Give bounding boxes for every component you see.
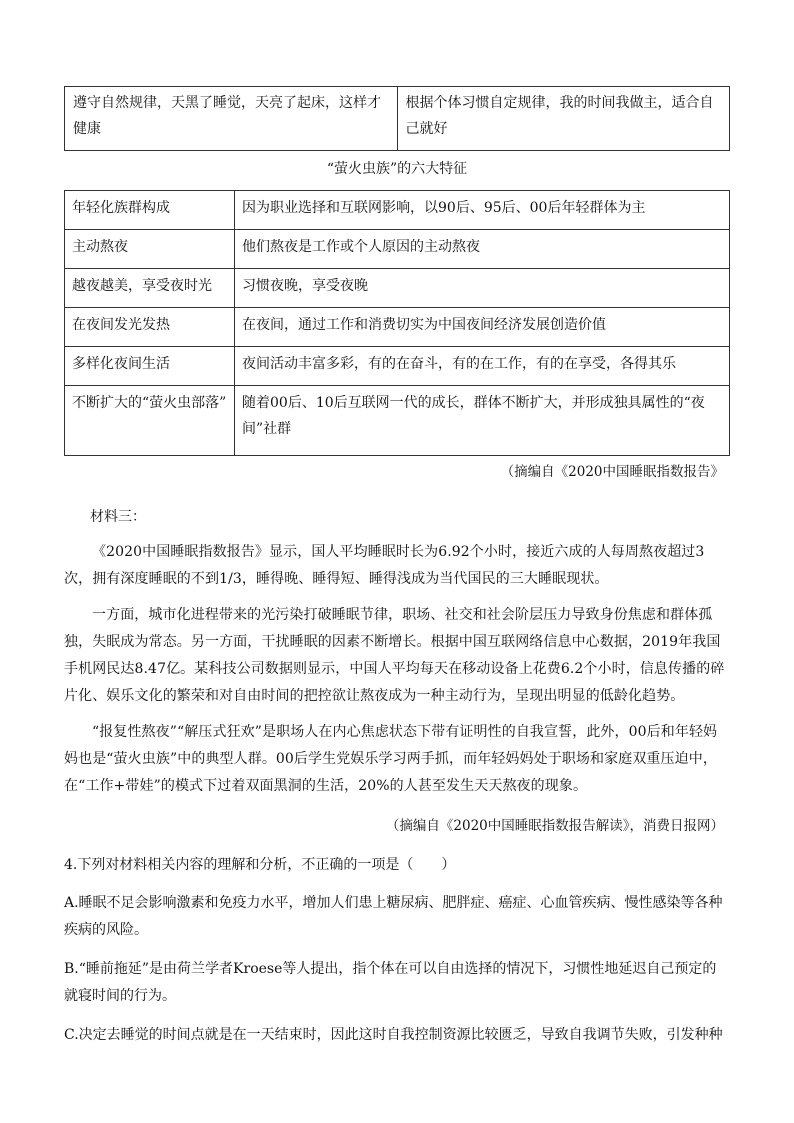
feature-desc: 在夜间，通过工作和消费切实为中国夜间经济发展创造价值 [235, 308, 730, 347]
document-page [64, 86, 730, 1049]
feature-name: 主动熬夜 [65, 230, 235, 269]
features-table [64, 190, 730, 456]
body-paragraph: 《2020中国睡眠指数报告》显示，国人平均睡眠时长为6.92个小时，接近六成的人每周熬夜超过3次，拥有深度睡眠的不到1/3，睡得晚、睡得短、睡得浅成为当代国民的三大睡眠现状。 [64, 544, 705, 587]
source-citation: （摘编自《2020中国睡眠指数报告解读》，消费日报网） [385, 818, 724, 834]
comparison-table [64, 86, 730, 151]
table-row [65, 386, 730, 456]
feature-name: 在夜间发光发热 [65, 308, 235, 347]
feature-name: 年轻化族群构成 [65, 191, 235, 230]
feature-desc: 他们熬夜是工作或个人原因的主动熬夜 [235, 230, 730, 269]
table-row [65, 230, 730, 269]
feature-desc: 习惯夜晚，享受夜晚 [235, 269, 730, 308]
feature-desc: 夜间活动丰富多彩，有的在奋斗，有的在工作，有的在享受，各得其乐 [235, 347, 730, 386]
table-row [65, 87, 730, 151]
table-row [65, 269, 730, 308]
answer-option-a: A.睡眠不足会影响激素和免疫力水平，增加人们患上糖尿病、肥胖症、癌症、心血管疾病、慢性感染等各种疾病的风险。 [64, 895, 723, 938]
feature-desc: 随着00后、10后互联网一代的成长，群体不断扩大，并形成独具属性的“夜间”社群 [235, 386, 730, 456]
answer-option-c: C.决定去睡觉的时间点就是在一天结束时，因此这时自我控制资源比较匮乏，导致自我调节失败，引发种种 [64, 1027, 723, 1043]
table-row [65, 308, 730, 347]
table-row [65, 347, 730, 386]
feature-desc: 因为职业选择和互联网影响，以90后、95后、00后年轻群体为主 [235, 191, 730, 230]
feature-name: 多样化夜间生活 [65, 347, 235, 386]
table-row [65, 191, 730, 230]
body-paragraph: “报复性熬夜”“解压式狂欢”是职场人在内心焦虑状态下带有证明性的自我宣誓，此外，00后和年轻妈妈也是“萤火虫族”中的典型人群。00后学生党娱乐学习两手抓，而年轻妈妈处于职场和家庭双重压迫中，在“工作+带娃”的模式下过着双面黑洞的生活，20%的人甚至发生天天熬夜的现象。 [64, 724, 718, 794]
comparison-right-cell: 根据个体习惯自定规律，我的时间我做主，适合自己就好 [397, 87, 730, 151]
answer-option-b: B.“睡前拖延”是由荷兰学者Kroese等人提出，指个体在可以自由选择的情况下，习惯性地延迟自己预定的就寝时间的行为。 [64, 961, 717, 1004]
comparison-left-cell: 遵守自然规律，天黑了睡觉，天亮了起床，这样才健康 [65, 87, 398, 151]
question-stem: 4.下列对材料相关内容的理解和分析，不正确的一项是（ ） [64, 857, 456, 873]
body-paragraph: 一方面，城市化进程带来的光污染打破睡眠节律，职场、社交和社会阶层压力导致身份焦虑和群体孤独，失眠成为常态。另一方面，干扰睡眠的因素不断增长。根据中国互联网络信息中心数据，2019年我国手机网民达8.47亿。某科技公司数据则显示，中国人平均每天在移动设备上花费6.2个小时，信息传播的碎片化、娱乐文化的繁荣和对自由时间的把控欲让熬夜成为一种主动行为，呈现出明显的低龄化趋势。 [64, 607, 725, 704]
table-caption: “萤火虫族”的六大特征 [326, 161, 468, 177]
section-heading: 材料三： [90, 509, 146, 525]
source-citation: （摘编自《2020中国睡眠指数报告》 [500, 464, 724, 480]
feature-name: 越夜越美，享受夜时光 [65, 269, 235, 308]
feature-name: 不断扩大的“萤火虫部落” [65, 386, 235, 456]
